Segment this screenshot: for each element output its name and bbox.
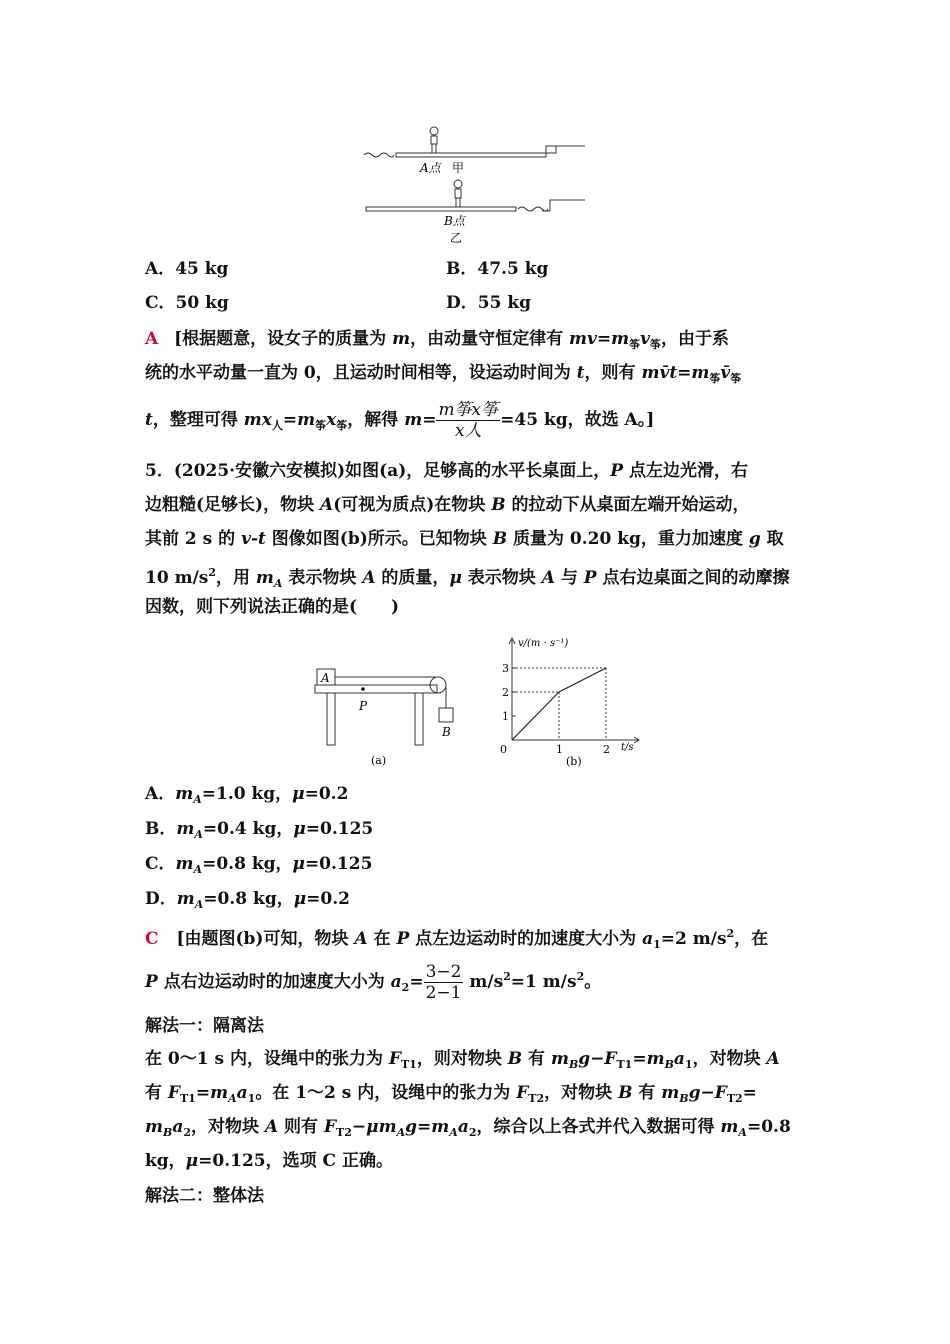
label-block-b: B — [442, 725, 451, 739]
q4-answer-line-2: 统的水平动量一直为 0，且运动时间相等，设运动时间为 t，则有 $mv̄t=m_筝v̄_筝$ — [145, 363, 742, 385]
x-tick-label-1: 1 — [556, 743, 563, 756]
method-1-title: 解法一：隔离法 — [145, 1016, 264, 1036]
point-p — [361, 687, 365, 691]
x-axis-label: t/s — [621, 742, 634, 753]
q5-option-b: B．$m_A=0.4$ kg，μ=0.125 — [145, 819, 374, 841]
method-1-line-3: $m_Ba_2$，对物块 A 则有 $F_{T2}-\mu m_Ag=m_Aa_2$，综合以上各式并代入数据可得 $m_A=0.8$ — [145, 1117, 791, 1139]
method-1-line-4: kg，μ=0.125，选项 C 正确。 — [145, 1151, 393, 1171]
q4-answer-line-3: t，整理可得 $mx_人=m_筝x_筝$，解得 m= $\frac{\text{m筝x筝}}{\text{x人}}$ =45 kg，故选 A。] — [145, 400, 655, 441]
x-tick-label-2: 2 — [603, 743, 610, 756]
label-block-a: A — [321, 671, 330, 685]
method-1-line-2: 有 $F_{T1}=m_Aa_1$。在 1～2 s 内，设绳中的张力为 $F_{T2}$，对物块 B 有 $m_Bg-F_{T2}=$ — [145, 1083, 757, 1105]
series-segment-0 — [512, 692, 559, 740]
method-1-line-1: 在 0～1 s 内，设绳中的张力为 $F_{T1}$，则对物块 B 有 $m_Bg-F_{T1}=m_Ba_1$，对物块 A — [145, 1049, 780, 1071]
q5-option-d: D．$m_A=0.8$ kg，μ=0.2 — [145, 889, 350, 911]
figure-boats — [360, 122, 590, 247]
y-tick-label-2: 2 — [502, 686, 509, 699]
q5-option-a: A．$m_A=1.0$ kg，μ=0.2 — [145, 784, 349, 806]
tabletop — [315, 685, 437, 693]
y-axis-label: v/(m · s⁻¹) — [518, 638, 569, 649]
label-b-point: B点 — [444, 214, 465, 228]
table-leg-left — [327, 693, 335, 745]
shore-yi — [550, 200, 585, 211]
caption-a: (a) — [371, 754, 387, 767]
q5-line-5: 因数，则下列说法正确的是( ) — [145, 597, 400, 617]
block-b — [439, 708, 453, 722]
q5-option-c: C．$m_A=0.8$ kg，μ=0.125 — [145, 854, 373, 876]
person-jia — [430, 127, 438, 153]
y-tick-label-3: 3 — [502, 662, 509, 675]
series-segment-1 — [559, 668, 606, 692]
q4-answer-line-1: A [根据题意，设女子的质量为 m，由动量守恒定律有 $mv=m_筝v_筝$，由于系 — [145, 329, 730, 351]
person-yi — [454, 180, 462, 207]
q5-line-2: 边粗糙(足够长)，物块 A(可视为质点)在物块 B 的拉动下从桌面左端开始运动， — [145, 495, 750, 515]
chart-caption: (b) — [566, 755, 582, 768]
label-jia: 甲 — [452, 161, 465, 175]
q4-answer-letter: A — [145, 329, 159, 349]
q5-line-3: 其前 2 s 的 v-t 图像如图(b)所示。已知物块 B 质量为 0.20 kg，重力加速度 g 取 — [145, 529, 784, 549]
method-2-title: 解法二：整体法 — [145, 1186, 264, 1206]
wave-left — [364, 153, 394, 157]
q5-line-1: 5．(2025·安徽六安模拟)如图(a)，足够高的水平长桌面上，P 点左边光滑，右 — [145, 461, 748, 481]
q5-answer-letter: C — [145, 929, 159, 949]
q4-option-a: A．45 kg — [145, 259, 229, 279]
x-tick-label-0: 0 — [500, 743, 507, 756]
q5-answer-line-2: P 点右边运动时的加速度大小为 $a_2=$ $\frac{3-2}{2-1}$ $m/s^2=1$ $m/s^2$。 — [145, 962, 602, 1003]
plank-yi — [366, 207, 516, 211]
label-a-point: A点 — [420, 161, 441, 175]
shore-jia — [546, 146, 585, 157]
q5-line-4: 10 $m/s^2$，用 $m_A$ 表示物块 A 的质量，μ 表示物块 A 与 P 点右边桌面之间的动摩擦 — [145, 566, 790, 590]
q4-option-d: D．55 kg — [446, 293, 531, 313]
q5-fraction: $\frac{3-2}{2-1}$ — [425, 962, 462, 1003]
q4-fraction: $\frac{\text{m筝x筝}}{\text{x人}}$ — [438, 400, 499, 441]
label-point-p: P — [359, 699, 368, 713]
q5-answer-line-1: C [由题图(b)可知，物块 A 在 P 点左边运动时的加速度大小为 $a_1=2$ $m/s^2$，在 — [145, 927, 769, 951]
y-tick-label-1: 1 — [502, 710, 509, 723]
table-leg-right — [415, 693, 423, 745]
label-yi: 乙 — [450, 231, 463, 245]
wave-right — [518, 207, 548, 211]
plank-jia — [396, 153, 546, 157]
figure-a-table — [305, 660, 465, 770]
figure-b-vt-chart — [488, 632, 648, 772]
q4-option-c: C．50 kg — [145, 293, 229, 313]
q4-option-b: B．47.5 kg — [446, 259, 549, 279]
